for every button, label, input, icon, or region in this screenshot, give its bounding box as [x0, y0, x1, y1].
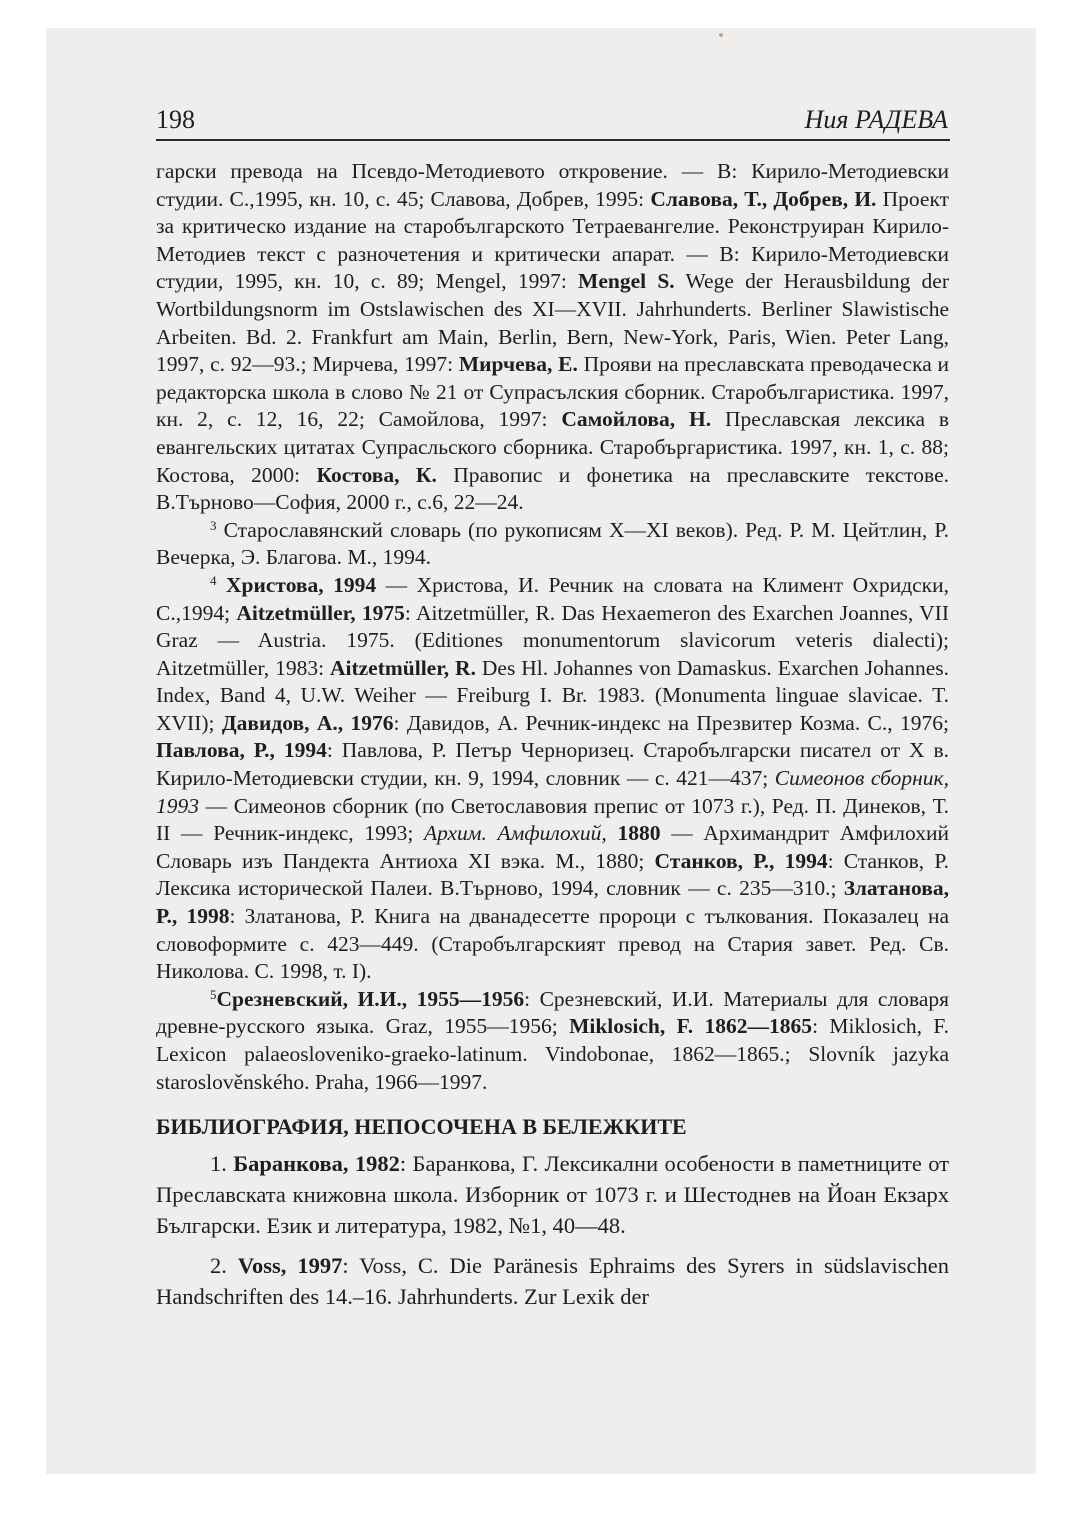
footnote-4: $^4$ Христова, 1994 — Христова, И. Речник на словата на Климент Охридски, С.,1994; Aitzetmüller, 1975: Aitzetmüller, R. Das Hexaemeron des Exarchen Joannes, VII Graz — Austria. 1975. (Editiones monumentorum slavicorum veteris dialecti); Aitzetmüller, 1983: Aitzetmüller, R. Des Hl. Johannes von Damaskus. Exarchen Johannes. Index, Band 4, U.W. Weiher — Freiburg I. Br. 1983. (Monumenta linguae slavicae. T. XVII); Давидов, А., 1976: Давидов, А. Речник-индекс на Презвитер Козма. С., 1976; Павлова, Р., 1994: Павлова, Р. Петър Черноризец. Старобългарски писател от X в. Кирило-Методиевски студии, кн. 9, 1994, словник — с. 421—437; Симеонов сборник, 1993 — Симеонов сборник (по Светославовия препис от 1073 г.), Ред. П. Динеков, Т. II — Речник-индекс, 1993; Архим. Амфилохий, 1880 — Архимандрит Амфилохий Словарь изъ Пандекта Антиоха XI вэка. М., 1880; Станков, Р., 1994: Станков, Р. Лексика исторической Палеи. В.Търново, 1994, словник — с. 235—310.; Златанова, Р., 1998: Златанова, Р. Книга на дванадесетте пророци с тълкования. Показалец на словоформите с. 423—449. (Старобългарският превод на Стария завет. Ред. Св. Николова. С. 1998, т. I). — [156, 572, 950, 984]
footnote-continuation: гарски превода на Псевдо-Методиевото откровение. — В: Кирило-Методиевски студии. С.,1995, кн. 10, с. 45; Славова, Добрев, 1995: Славова, Т., Добрев, И. Проект за критическо издание на старобългарското Тетраевангелие. Реконструиран Кирило-Методиев текст с разночетения и критически апарат. — В: Кирило-Методиевски студии, 1995, кн. 10, с. 89; Mengel, 1997: Mengel S. Wege der Herausbildung der Wortbildungsnorm im Ostslawischen des XI—XVII. Jahrhunderts. Berliner Slawistische Arbeiten. Bd. 2. Frankfurt am Main, Berlin, Bern, New-York, Paris, Wien. Peter Lang, 1997, c. 92—93.; Мирчева, 1997: Мирчева, Е. Прояви на преславската преводаческа и редакторска школа в слово № 21 от Супрасълския сборник. Старобългаристика. 1997, кн. 2, с. 12, 16, 22; Самойлова, 1997: Самойлова, Н. Преславская лексика в евангельских цитатах Супрасльского сборника. Старобъргаристика. 1997, кн. 1, с. 88; Костова, 2000: Костова, К. Правопис и фонетика на преславските текстове. В.Търново—София, 2000 г., с.6, 22—24. — [156, 159, 950, 515]
footnote-5: $^5$Срезневский, И.И., 1955—1956: Срезневский, И.И. Материалы для словаря древне-русского языка. Graz, 1955—1956; Miklosich, F. 1862—1865: Miklosich, F. Lexicon palaeosloveniko-graeko-latinum. Vindobonae, 1862—1865.; Slovník jazyka staroslověnského. Praha, 1966—1997. — [156, 986, 950, 1094]
page-body — [156, 158, 949, 1312]
section-heading: БИБЛИОГРАФИЯ, НЕПОСОЧЕНА В БЕЛЕЖКИТЕ — [156, 1114, 687, 1140]
header-rule — [156, 139, 950, 141]
footnote-marker: 5 — [210, 986, 217, 1002]
footnote-marker: 4 — [210, 572, 217, 588]
scan-speck — [719, 33, 723, 37]
page-header — [156, 104, 948, 138]
running-head: Ния РАДЕВА — [804, 105, 948, 134]
footnote-3: $^3$ Старославянский словарь (по рукописям X—XI веков). Ред. Р. М. Цейтлин, Р. Вечерка, Э. Благова. М., 1994. — [156, 517, 949, 570]
footnote-marker: 3 — [210, 517, 217, 533]
bibliography-item: 1. Баранкова, 1982: Баранкова, Г. Лексикални особености в паметниците от Преславската книжовна школа. Изборник от 1073 г. и Шестоднев на Йоан Екзарх Български. Език и литература, 1982, №1, 40—48. — [156, 1151, 949, 1239]
bibliography-item: 2. Voss, 1997: Voss, C. Die Paränesis Ephraims des Syrers in südslavischen Handschriften des 14.–16. Jahrhunderts. Zur Lexik der — [156, 1253, 949, 1310]
page-number: 198 — [156, 105, 195, 134]
